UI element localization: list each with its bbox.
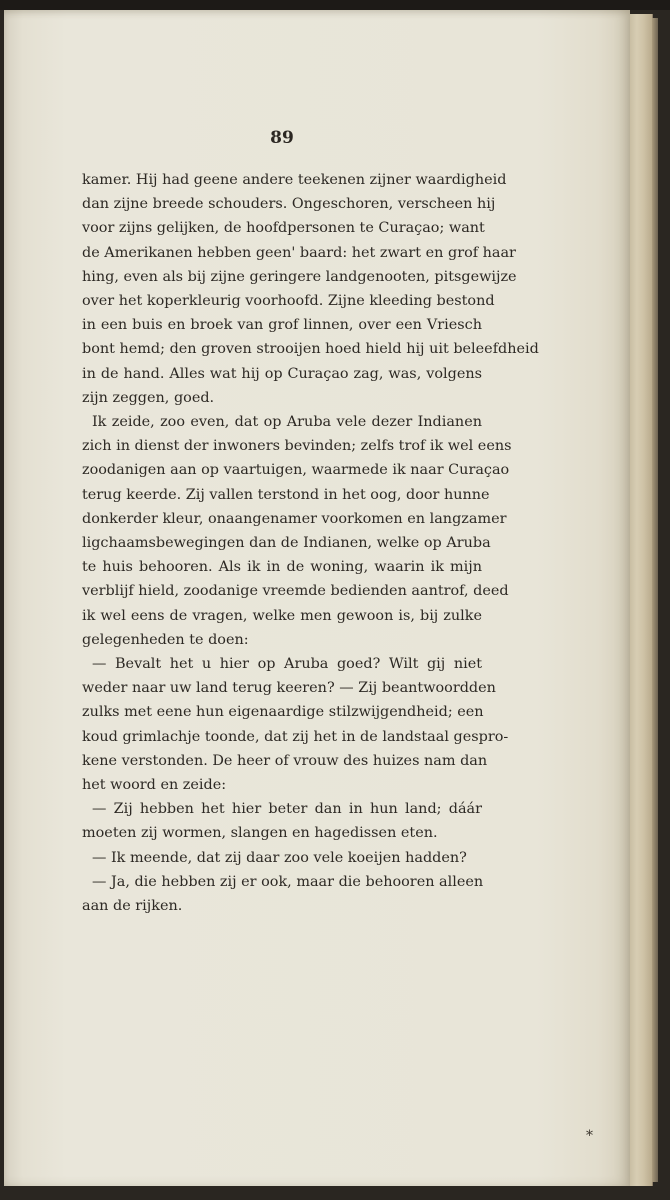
text-line: moeten zij wormen, slangen en hagedissen eten. — [82, 825, 438, 842]
text-line: zoodanigen aan op vaartuigen, waarmede ik naar Curaçao — [82, 462, 510, 479]
text-line: verblijf hield, zoodanige vreemde bedienden aantrof, deed — [82, 583, 509, 600]
text-line: — Zij hebben het hier beter dan in hun land; dáár — [92, 801, 482, 818]
page-edge-shadow — [652, 18, 658, 1182]
page-edge — [630, 14, 653, 1186]
text-line: — Bevalt het u hier op Aruba goed? Wilt gij niet — [92, 656, 482, 673]
text-line: aan de rijken. — [82, 898, 183, 915]
text-line: koud grimlachje toonde, dat zij het in de landstaal gespro- — [82, 728, 509, 745]
text-line: zulks met eene hun eigenaardige stilzwijgendheid; een — [82, 704, 484, 721]
text-line: te huis behooren. Als ik in de woning, waarin ik mijn — [82, 559, 482, 576]
text-line: dan zijne breede schouders. Ongeschoren, verscheen hij — [82, 196, 496, 213]
text-line: — Ik meende, dat zij daar zoo vele koeijen hadden? — [92, 849, 467, 866]
text-line: ligchaamsbewegingen dan de Indianen, welke op Aruba — [82, 535, 491, 552]
text-line: het woord en zeide: — [82, 777, 227, 794]
text-line: — Ja, die hebben zij er ook, maar die behooren alleen — [92, 873, 484, 890]
text-line: de Amerikanen hebben geen' baard: het zwart en grof haar — [82, 244, 516, 261]
text-line: zich in dienst der inwoners bevinden; zelfs trof ik wel eens — [82, 438, 512, 455]
scan-border-top — [0, 0, 670, 10]
printer-mark: * — [586, 1128, 593, 1144]
text-line: hing, even als bij zijne geringere landgenooten, pitsgewijze — [82, 268, 517, 285]
text-line: in een buis en broek van grof linnen, over een Vriesch — [82, 317, 482, 334]
text-line: kene verstonden. De heer of vrouw des huizes nam dan — [82, 752, 488, 769]
text-line: terug keerde. Zij vallen terstond in het oog, door hunne — [82, 486, 490, 503]
text-line: bont hemd; den groven strooijen hoed hield hij uit beleefdheid — [82, 341, 539, 358]
page-number: 89 — [270, 128, 294, 148]
text-line: zijn zeggen, goed. — [82, 389, 215, 406]
text-line: in de hand. Alles wat hij op Curaçao zag, was, volgens — [82, 365, 482, 382]
text-line: kamer. Hij had geene andere teekenen zijner waardigheid — [82, 172, 507, 188]
text-line: voor zijns gelijken, de hoofdpersonen te Curaçao; want — [82, 220, 485, 237]
text-line: gelegenheden te doen: — [82, 631, 249, 648]
text-line: donkerder kleur, onaangenamer voorkomen en langzamer — [82, 510, 507, 527]
text-line: Ik zeide, zoo even, dat op Aruba vele dezer Indianen — [92, 414, 482, 431]
book-page — [4, 10, 630, 1186]
text-line: ik wel eens de vragen, welke men gewoon is, bij zulke — [82, 607, 482, 624]
text-line: weder naar uw land terug keeren? — Zij beantwoordden — [82, 680, 496, 697]
body-text — [82, 168, 539, 918]
text-line: over het koperkleurig voorhoofd. Zijne kleeding bestond — [82, 293, 495, 310]
